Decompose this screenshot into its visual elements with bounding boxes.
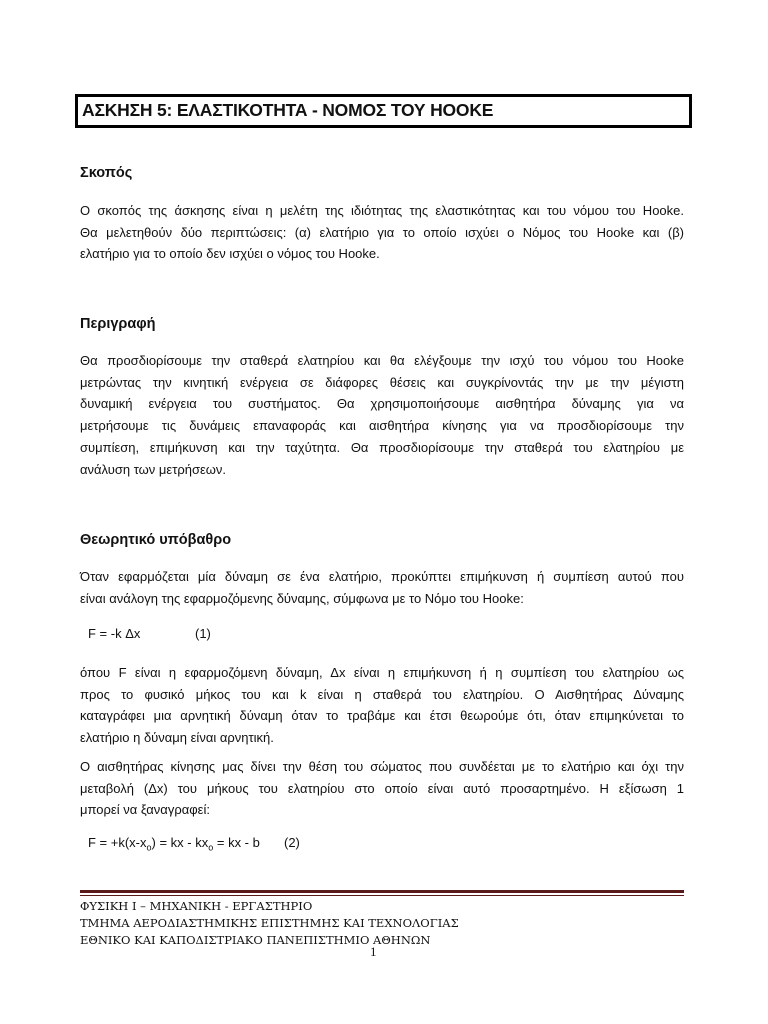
equation-2 [88,835,260,853]
subscript-o: o [208,842,214,853]
equation-1: F = -k Δx [88,626,141,641]
title-box [75,94,692,128]
theory-paragraph-1 [80,566,684,609]
footer-university: ΕΘΝΙΚΟ ΚΑΙ ΚΑΠΟΔΙΣΤΡΙΑΚΟ ΠΑΝΕΠΙΣΤΗΜΙΟ ΑΘΗΝΩΝ [80,933,431,947]
page-title: ΑΣΚΗΣΗ 5: ΕΛΑΣΤΙΚΟΤΗΤΑ - ΝΟΜΟΣ ΤΟΥ HOOKE [82,100,494,120]
footer-rule [80,890,684,893]
equation-2-part: = kx - b [213,835,260,850]
section-heading-description: Περιγραφή [80,316,156,332]
equation-2-part: F = +k(x-x [88,835,147,850]
section-heading-purpose: Σκοπός [80,165,133,181]
theory-paragraph-3 [80,756,684,821]
text-line: μεταβολή (Δx) του μήκους του ελατηρίου στο οποίο είναι αυτό προσαρτημένο. Η εξίσωση 1 [80,780,684,796]
text-line: είναι ανάλογη της εφαρμοζόμενης δύναμης, σύμφωνα με το Νόμο του Hooke: [80,590,524,606]
text-line: Ο αισθητήρας κίνησης μας δίνει την θέση του σώματος που συνδέεται με το ελατήριο και όχι την [80,759,684,774]
section-heading-theory: Θεωρητικό υπόβαθρο [80,532,232,548]
page-number: 1 [370,944,377,959]
text-line: μετρώντας την κινητική ενέργεια σε διάφορες θέσεις και συγκρίνοντάς την με την μέγιστη [80,374,684,390]
subscript-o: o [146,842,152,853]
text-line: Θα προσδιορίσουμε την σταθερά ελατηρίου και θα ελέγξουμε την ισχύ του νόμου του Hooke [80,353,684,368]
text-line: μπορεί να ξαναγραφεί: [80,802,210,818]
text-line: μετρήσουμε τις δυνάμεις επαναφοράς και αισθητήρα κίνησης για να προσδιορίσουμε την [80,418,684,434]
text-line: συμπίεση, επιμήκυνση και την ταχύτητα. Θα προσδιορίσουμε την σταθερά του ελατηρίου με [80,439,684,455]
footer-department: ΤΜΗΜΑ ΑΕΡΟΔΙΑΣΤΗΜΙΚΗΣ ΕΠΙΣΤΗΜΗΣ ΚΑΙ ΤΕΧΝΟΛΟΓΙΑΣ [80,916,459,930]
text-line: όπου F είναι η εφαρμοζόμενη δύναμη, Δx είναι η επιμήκυνση ή η συμπίεση του ελατηρίου ως [80,665,684,680]
text-line: καταγράφει μια αρνητική δύναμη όταν το τραβάμε και έτσι θεωρούμε ότι, όταν επιμηκύνεται το [80,708,684,724]
equation-1-number: (1) [195,626,211,641]
footer-rule-thin [80,895,684,896]
footer [80,898,459,949]
equation-2-number: (2) [284,835,300,850]
text-line: ελατήριο για το οποίο δεν ισχύει ο νόμος του Hooke. [80,246,380,262]
text-line: Θα μελετηθούν δύο περιπτώσεις: (α) ελατήριο για το οποίο ισχύει ο Νόμος του Hooke και (β) [80,224,684,240]
equation-2-part: ) = kx - kx [151,835,209,850]
theory-paragraph-2 [80,662,684,749]
description-paragraph [80,350,684,480]
text-line: ελατήριο η δύναμη είναι αρνητική. [80,730,274,746]
text-line: Όταν εφαρμόζεται μία δύναμη σε ένα ελατήριο, προκύπτει επιμήκυνση ή συμπίεση αυτού που [80,569,684,584]
text-line: ανάλυση των μετρήσεων. [80,461,227,477]
footer-course: ΦΥΣΙΚΗ Ι – ΜΗΧΑΝΙΚΗ - ΕΡΓΑΣΤΗΡΙΟ [80,899,313,913]
text-line: προς το φυσικό μήκος του και k είναι η σταθερά του ελατηρίου. Ο Αισθητήρας Δύναμης [80,686,684,702]
text-line: Ο σκοπός της άσκησης είναι η μελέτη της ιδιότητας της ελαστικότητας και του νόμου του Hooke. [80,203,684,218]
purpose-paragraph [80,200,684,265]
text-line: δυναμική ενέργεια του συστήματος. Θα χρησιμοποιήσουμε αισθητήρα δύναμης για να [80,396,684,412]
